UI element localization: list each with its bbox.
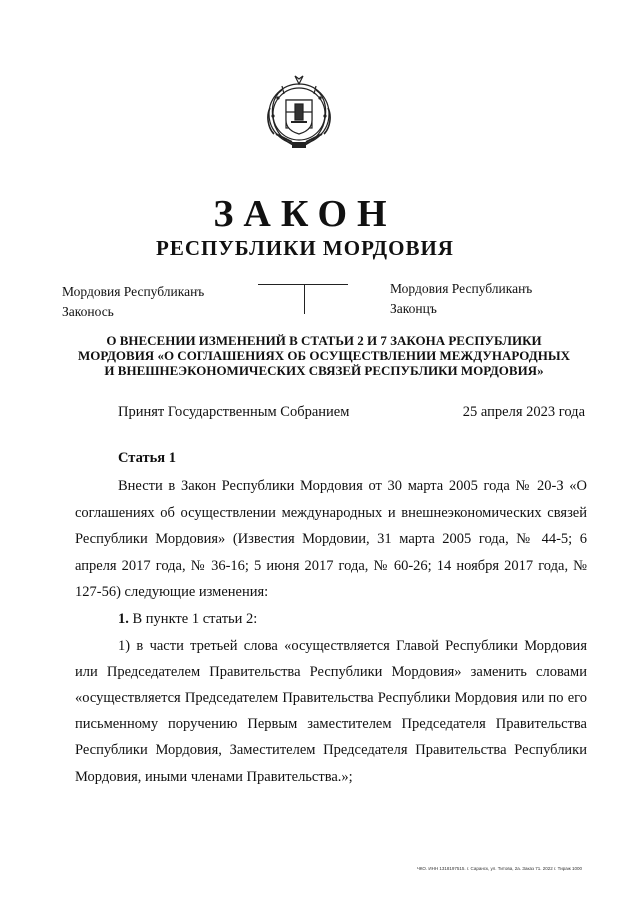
article-subitem-1 xyxy=(75,633,587,790)
document-subtitle: РЕСПУБЛИКИ МОРДОВИЯ xyxy=(156,236,454,260)
coat-of-arms-emblem xyxy=(262,72,336,154)
law-title-line: МОРДОВИЯ «О СОГЛАШЕНИЯХ ОБ ОСУЩЕСТВЛЕНИИ МЕЖДУНАРОДНЫХ xyxy=(78,348,570,363)
subitem-label: 1) xyxy=(118,637,131,654)
adopted-date: 25 апреля 2023 года xyxy=(462,404,585,420)
law-title-line: И ВНЕШНЕЭКОНОМИЧЕСКИХ СВЯЗЕЙ РЕСПУБЛИКИ МОРДОВИЯ» xyxy=(104,363,544,378)
erzya-header-left-line2: Законось xyxy=(62,304,114,319)
item-text: В пункте 1 статьи 2: xyxy=(128,610,258,627)
separator-tick xyxy=(304,284,305,314)
erzya-header-left xyxy=(62,282,204,322)
print-imprint-note: ЧКО. ИНН 1318197515. г. Саранск, ул. Титова, 2а. Заказ 71. 2022 г. Тираж 1000 xyxy=(416,866,582,871)
law-title xyxy=(60,333,588,378)
item-number: 1. xyxy=(118,610,129,627)
document-title: ЗАКОН xyxy=(213,193,397,235)
article-intro-paragraph: Внести в Закон Республики Мордовия от 30 марта 2005 года № 20-З «О соглашениях об осуществлении международных и внешнеэкономических связей Республики Мордовия» (Известия Мордовии, 31 марта 2005 года, № 44-5; 6 апреля 2017 года, № 36-16; 5 июня 2017 года, № 60-26; 14 ноября 2017 года, № 127-56) следующие изменения: xyxy=(75,478,587,601)
moksha-header-right-line2: Законцъ xyxy=(390,301,437,316)
article-heading: Статья 1 xyxy=(118,450,176,466)
article-item-1 xyxy=(75,606,587,633)
subitem-text: в части третьей слова «осуществляется Главой Республики Мордовия или Председателем Правительства Республики Мордовия» заменить словами «осуществляется Председателем Правительства Республики Мордовия или по его письменному поручению Первым заместителем Председателя Правительства Республики Мордовия, Заместителем Председателя Правительства Республики Мордовия, иными членами Правительства.»; xyxy=(75,637,587,785)
moksha-header-right-line1: Мордовия Республиканъ xyxy=(390,281,533,296)
erzya-header-left-line1: Мордовия Республиканъ xyxy=(62,284,205,299)
adopted-by: Принят Государственным Собранием xyxy=(118,404,350,420)
center-separator-mark xyxy=(258,284,348,318)
law-title-line: О ВНЕСЕНИИ ИЗМЕНЕНИЙ В СТАТЬИ 2 И 7 ЗАКОНА РЕСПУБЛИКИ xyxy=(106,333,542,348)
moksha-header-right xyxy=(390,279,532,319)
article-body xyxy=(75,473,587,790)
separator-line xyxy=(258,284,348,285)
